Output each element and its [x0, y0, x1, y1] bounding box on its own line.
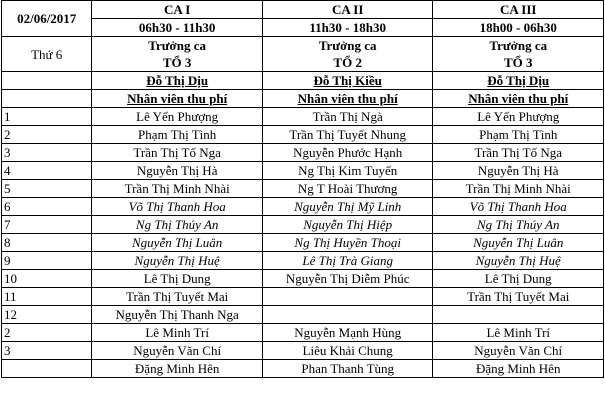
shift-2-staff: Trần Thị Ngà — [262, 108, 433, 126]
shift-1-staff: Đặng Minh Hên — [92, 360, 263, 378]
table-row — [2, 252, 604, 270]
table-row — [2, 342, 604, 360]
shift-3-staff: Ng Thị Thúy An — [433, 216, 604, 234]
shift-1-staff: Nguyễn Thị Thanh Nga — [92, 306, 263, 324]
row-index: 2 — [2, 126, 92, 144]
shift-1-lead — [92, 37, 263, 72]
shift-2-staff: Nguyễn Thị Diễm Phúc — [262, 270, 433, 288]
row-index: 6 — [2, 198, 92, 216]
row-index: 3 — [2, 144, 92, 162]
shift-1-staff: Lê Minh Trí — [92, 324, 263, 342]
shift-3-staff: Nguyễn Thị Hà — [433, 162, 604, 180]
shift-2-staff: Nguyễn Thị Mỹ Linh — [262, 198, 433, 216]
shift-3-staff: Lê Yến Phượng — [433, 108, 604, 126]
row-index: 11 — [2, 288, 92, 306]
shift-2-lead-name: Đỗ Thị Kiều — [262, 72, 433, 90]
shift-1-staff: Phạm Thị Tình — [92, 126, 263, 144]
shift-2-staff: Ng T Hoài Thương — [262, 180, 433, 198]
shift-2-staff: Ng Thị Huyền Thoại — [262, 234, 433, 252]
table-row — [2, 180, 604, 198]
shift-2-staff: Nguyễn Thị Hiệp — [262, 216, 433, 234]
shift-3-staff: Đặng Minh Hên — [433, 360, 604, 378]
shift-1-staff: Nguyễn Thị Hà — [92, 162, 263, 180]
table-row — [2, 108, 604, 126]
shift-3-staff: Trần Thị Minh Nhài — [433, 180, 604, 198]
shift-3-lead — [433, 37, 604, 72]
table-row — [2, 216, 604, 234]
date-cell: 02/06/2017 — [2, 1, 92, 37]
table-row — [2, 162, 604, 180]
shift-3-staff: Phạm Thị Tình — [433, 126, 604, 144]
lead-title-row — [2, 37, 604, 72]
shift-2-staff — [262, 306, 433, 324]
table-row — [2, 198, 604, 216]
day-cell: Thứ 6 — [2, 37, 92, 72]
row-index: 4 — [2, 162, 92, 180]
shift-1-staff: Lê Yến Phượng — [92, 108, 263, 126]
shift-3-lead-title: Trưởng ca — [489, 38, 548, 53]
shift-3-staff: Võ Thị Thanh Hoa — [433, 198, 604, 216]
row-index: 7 — [2, 216, 92, 234]
shift-1-name: CA I — [92, 1, 263, 19]
table-row — [2, 270, 604, 288]
shift-2-staff: Lê Thị Trà Giang — [262, 252, 433, 270]
shift-1-staff: Trần Thị Minh Nhài — [92, 180, 263, 198]
table-row — [2, 360, 604, 378]
shift-1-staff: Trần Thị Tuyết Mai — [92, 288, 263, 306]
shift-1-lead-name: Đỗ Thị Dịu — [92, 72, 263, 90]
shift-3-staff — [433, 306, 604, 324]
shift-1-staff: Võ Thị Thanh Hoa — [92, 198, 263, 216]
staff-label-row — [2, 90, 604, 108]
shift-2-staff: Phan Thanh Tùng — [262, 360, 433, 378]
shift-1-staff: Lê Thị Dung — [92, 270, 263, 288]
lead-name-row — [2, 72, 604, 90]
shift-2-team: TỔ 2 — [333, 55, 362, 70]
shift-3-name: CA III — [433, 1, 604, 19]
shift-1-time: 06h30 - 11h30 — [92, 19, 263, 37]
shift-3-staff: Lê Thị Dung — [433, 270, 604, 288]
shift-3-staff: Trần Thị Tuyết Mai — [433, 288, 604, 306]
shift-1-staff: Trần Thị Tố Nga — [92, 144, 263, 162]
row-index: 1 — [2, 108, 92, 126]
table-row — [2, 144, 604, 162]
shift-time-row — [2, 19, 604, 37]
shift-3-staff-label: Nhân viên thu phí — [433, 90, 604, 108]
table-row — [2, 288, 604, 306]
shift-2-staff: Liêu Khải Chung — [262, 342, 433, 360]
shift-2-name: CA II — [262, 1, 433, 19]
table-row — [2, 324, 604, 342]
shift-2-lead-title: Trưởng ca — [318, 38, 377, 53]
empty-cell — [2, 72, 92, 90]
row-index — [2, 360, 92, 378]
shift-1-staff: Nguyễn Thị Huệ — [92, 252, 263, 270]
row-index: 2 — [2, 324, 92, 342]
shift-3-staff: Nguyễn Thị Huệ — [433, 252, 604, 270]
shift-2-time: 11h30 - 18h30 — [262, 19, 433, 37]
shift-name-row — [2, 1, 604, 19]
row-index: 5 — [2, 180, 92, 198]
table-row — [2, 234, 604, 252]
shift-3-staff: Nguyễn Văn Chí — [433, 342, 604, 360]
table-row — [2, 306, 604, 324]
shift-1-team: TỔ 3 — [162, 55, 192, 70]
shift-3-staff: Trần Thị Tố Nga — [433, 144, 604, 162]
shift-3-staff: Lê Minh Trí — [433, 324, 604, 342]
table-row — [2, 126, 604, 144]
shift-3-lead-name: Đỗ Thị Dịu — [433, 72, 604, 90]
shift-2-lead — [262, 37, 433, 72]
empty-cell — [2, 90, 92, 108]
shift-3-team: TỔ 3 — [503, 55, 533, 70]
shift-3-staff: Nguyễn Thị Luân — [433, 234, 604, 252]
shift-2-staff-label: Nhân viên thu phí — [262, 90, 433, 108]
row-index: 9 — [2, 252, 92, 270]
shift-roster-table — [1, 0, 604, 378]
shift-2-staff: Ng Thị Kim Tuyến — [262, 162, 433, 180]
shift-2-staff: Nguyễn Phước Hạnh — [262, 144, 433, 162]
shift-1-staff-label: Nhân viên thu phí — [92, 90, 263, 108]
row-index: 10 — [2, 270, 92, 288]
shift-3-time: 18h00 - 06h30 — [433, 19, 604, 37]
shift-2-staff: Nguyễn Mạnh Hùng — [262, 324, 433, 342]
shift-1-staff: Nguyễn Văn Chí — [92, 342, 263, 360]
row-index: 8 — [2, 234, 92, 252]
shift-1-lead-title: Trưởng ca — [148, 38, 207, 53]
shift-2-staff: Trần Thị Tuyết Nhung — [262, 126, 433, 144]
shift-2-staff — [262, 288, 433, 306]
row-index: 12 — [2, 306, 92, 324]
shift-1-staff: Nguyễn Thị Luân — [92, 234, 263, 252]
row-index: 3 — [2, 342, 92, 360]
shift-1-staff: Ng Thị Thúy An — [92, 216, 263, 234]
